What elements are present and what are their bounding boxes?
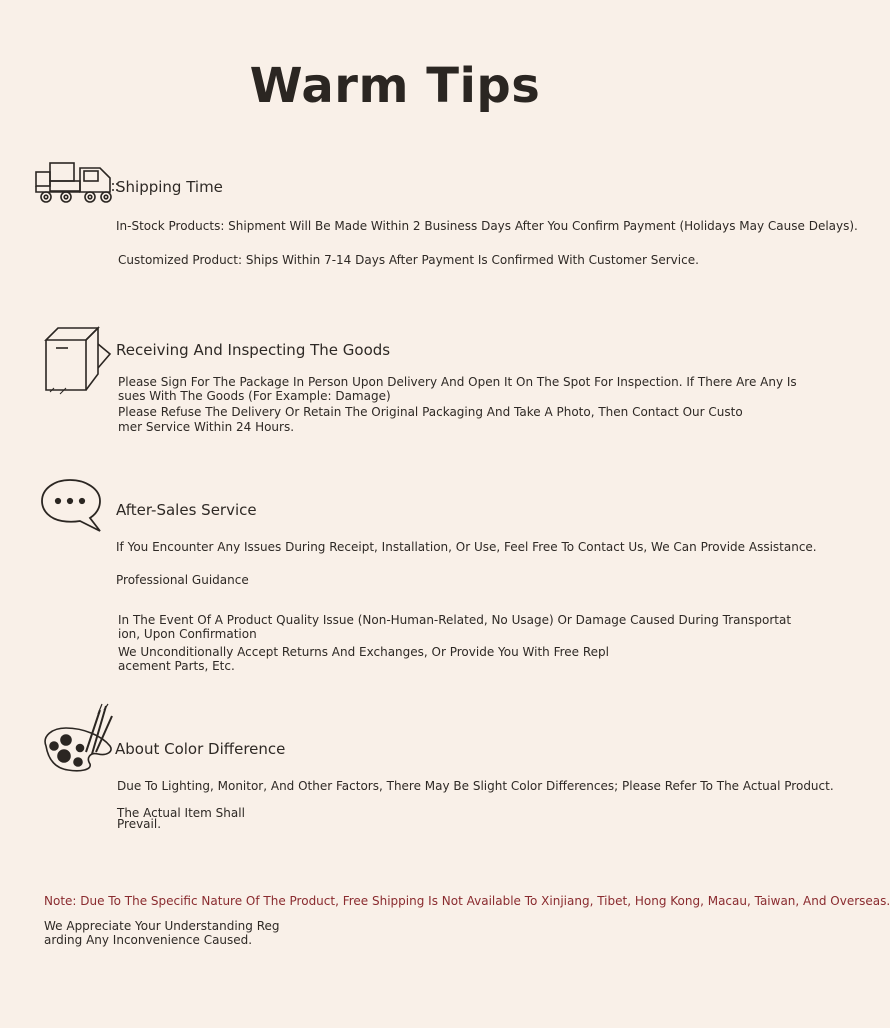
color-line-2: The Actual Item Shall — [117, 806, 245, 820]
truck-icon — [34, 160, 122, 206]
after-sales-line-6: acement Parts, Etc. — [118, 659, 235, 673]
section-title-color-difference: About Color Difference — [115, 740, 286, 758]
color-line-1: Due To Lighting, Monitor, And Other Factors, There May Be Slight Color Differences; Please Refer To The Actual Product. — [117, 779, 834, 793]
after-sales-line-4: ion, Upon Confirmation — [118, 627, 257, 641]
receiving-line-2: sues With The Goods (For Example: Damage) — [118, 389, 391, 403]
after-sales-line-5: We Unconditionally Accept Returns And Exchanges, Or Provide You With Free Repl — [118, 645, 609, 659]
package-icon — [40, 324, 112, 396]
after-sales-line-1: If You Encounter Any Issues During Receipt, Installation, Or Use, Feel Free To Contact Us, We Can Provide Assistance. — [116, 540, 817, 554]
after-sales-line-2: Professional Guidance — [116, 573, 249, 587]
page-title: Warm Tips — [249, 58, 541, 114]
receiving-line-1: Please Sign For The Package In Person Upon Delivery And Open It On The Spot For Inspection. If There Are Any Is — [118, 375, 797, 389]
color-line-3: Prevail. — [117, 817, 162, 831]
section-title-shipping-time: Shipping Time — [116, 178, 223, 196]
section-title-after-sales: After-Sales Service — [116, 501, 257, 519]
note-line-1: Note: Due To The Specific Nature Of The Product, Free Shipping Is Not Available To Xinjiang, Tibet, Hong Kong, Macau, Taiwan, And Overseas. — [44, 894, 890, 908]
shipping-line-2: Customized Product: Ships Within 7-14 Days After Payment Is Confirmed With Customer Service. — [118, 253, 699, 267]
note-line-2: We Appreciate Your Understanding Reg — [44, 919, 280, 933]
paint-palette-icon — [40, 702, 116, 774]
receiving-line-4: mer Service Within 24 Hours. — [118, 420, 295, 434]
chat-bubble-icon — [40, 478, 104, 534]
note-line-3: arding Any Inconvenience Caused. — [44, 933, 253, 947]
section-title-receiving: Receiving And Inspecting The Goods — [116, 341, 391, 359]
after-sales-line-3: In The Event Of A Product Quality Issue (Non-Human-Related, No Usage) Or Damage Caused During Transportat — [118, 613, 792, 627]
shipping-line-1: In-Stock Products: Shipment Will Be Made Within 2 Business Days After You Confirm Payment (Holidays May Cause Delays). — [116, 219, 858, 233]
receiving-line-3: Please Refuse The Delivery Or Retain The Original Packaging And Take A Photo, Then Contact Our Custo — [118, 405, 743, 419]
